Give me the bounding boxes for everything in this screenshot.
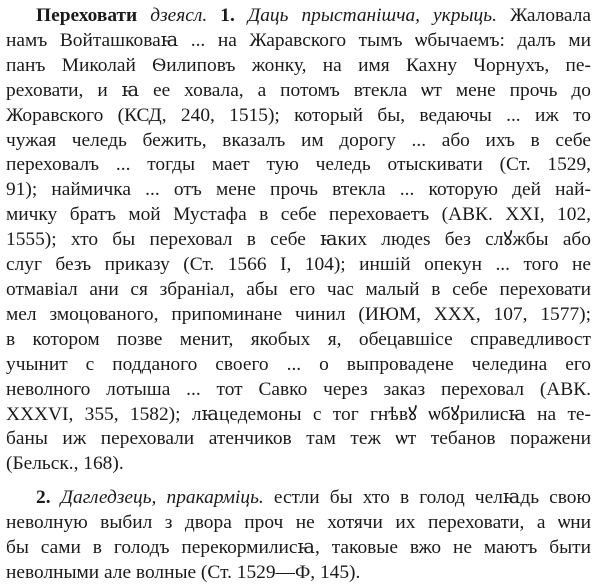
- entry-first-line: [6, 4, 591, 29]
- text-line: баны иж переховали атенчиков там теж ѡт тебанов поражени: [6, 428, 591, 450]
- text-line: 91); наймичка ... отъ мене прочь втекла ... которую дей най-: [6, 179, 591, 201]
- text-line: реховати, и ꙗ ее ховала, а потомъ втекла ѡт мене прочь до: [6, 79, 591, 101]
- text-line: бы сами в голодъ перекормилисꙗ, таковые вжо не маютъ быти: [6, 537, 591, 559]
- text-line: слуг безъ приказу (Ст. 1566 I, 104); иншiй опекун ... того не: [6, 254, 591, 276]
- part-of-speech: дзеясл.: [150, 5, 208, 26]
- sense-1-number: 1.: [220, 5, 235, 26]
- text-line: XXXVI, 355, 1582); лꙗцедемоны с тог гнѣвꙋ ѡбꙋрилисꙗ на те-: [6, 403, 591, 425]
- sense-separator: [6, 477, 591, 486]
- text-line: 1555); хто бы переховал в себе ꙗких людеѕ без слꙋжбы або: [6, 229, 591, 251]
- text-line: (Бельск., 168).: [6, 453, 124, 475]
- text-line: неволными але волные (Ст. 1529—Ф, 145).: [6, 561, 361, 583]
- dictionary-entry: [6, 4, 591, 586]
- text-line: переховалъ ... тогды мает тую челедь отыскивати (Ст. 1529,: [6, 154, 591, 176]
- text-line: неволного лотыша ... тот Савко через заказ переховал (АВК.: [6, 378, 591, 400]
- sense-2-text-start: естли бы хто в голод челꙗдь свою: [273, 487, 591, 509]
- text-line: неволную выбил з двора проч не хотячи их переховати, а ѡни: [6, 512, 591, 534]
- text-line: отмавiал ани ся збранiал, абы его час малый в себе переховати: [6, 278, 591, 300]
- text-line: намъ Войташковаꙗ ... на Жаравского тымъ ѡбычаемъ: далъ ми: [6, 29, 591, 51]
- sense-2-definition: Дагледзець, пракармiць.: [60, 487, 264, 509]
- text-line: мел змоцованого, припоминане чинил (ИЮМ, XXX, 107, 1577);: [6, 303, 591, 325]
- text-line: в котором позве менит, якобых я, обецавшiсе справедливост: [6, 328, 591, 350]
- sense-2-first-line: [6, 486, 591, 511]
- text-line: учынит с подданого своего ... о выпроваденe челедина его: [6, 353, 591, 375]
- text-line: панъ Миколай Ѳилиповъ жонку, на имя Кахну Чорнухъ, пе-: [6, 54, 591, 76]
- text-line: мичку братъ мой Мустафа в себе переховаетъ (АВК. XXI, 102,: [6, 204, 591, 226]
- text-line: Жоравского (КСД, 240, 1515); который бы, ведаючы ... иж то: [6, 104, 591, 126]
- sense-1-definition: Даць прыстанiшча, укрыць.: [247, 5, 497, 26]
- headword: Переховати: [36, 5, 138, 26]
- sense-2-number: 2.: [36, 487, 51, 509]
- sense-1-text-start: Жаловала: [509, 5, 591, 26]
- text-line: чужая челедь бежить, вказалъ им дорогу ... або ихъ в себе: [6, 129, 591, 151]
